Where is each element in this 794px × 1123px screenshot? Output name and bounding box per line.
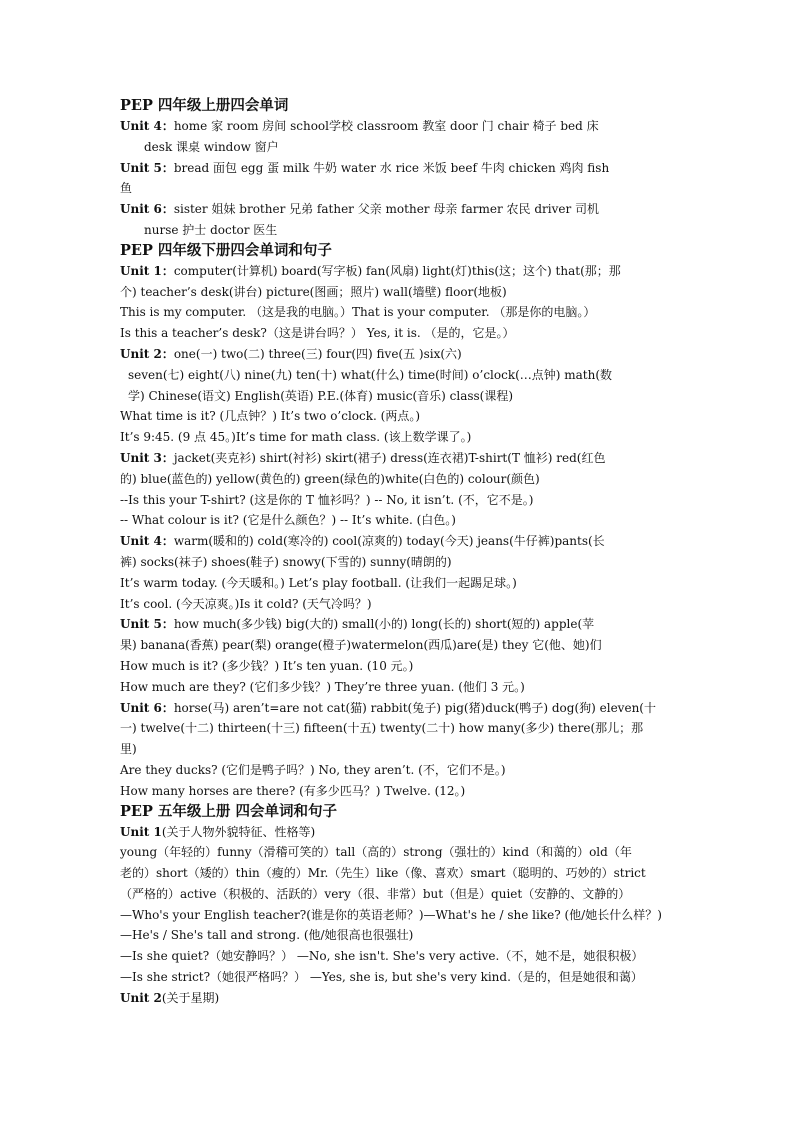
sentence-line: --Is this your T-shirt? (这是你的 T 恤衫吗？) -- No, it isn’t. (不，它不是。) (120, 492, 534, 507)
vocab-line: Unit 4：home 家 room 房间 school学校 classroom 教室 door 门 chair 椅子 bed 床 (120, 119, 599, 133)
vocab-line: 个) teacher’s desk(讲台) picture(图画；照片) wall(墙壁) floor(地板) (120, 284, 507, 299)
sentence-line: —He's / She's tall and strong. (他/她很高也很强壮) (120, 928, 414, 943)
sentence-line: It’s warm today. (今天暖和。) Let’s play football. (让我们一起踢足球。) (120, 575, 517, 590)
document-page (120, 96, 680, 1009)
section-title: PEP 四年级下册四会单词和句子 (120, 241, 332, 259)
vocab-line: Unit 1：computer(计算机) board(写字板) fan(风扇) light(灯)this(这；这个) that(那；那 (120, 263, 621, 278)
unit-heading: Unit 1(关于人物外貌特征、性格等) (120, 824, 316, 839)
sentence-line: It’s cool. (今天凉爽。)Is it cold? (天气冷吗？) (120, 596, 372, 611)
vocab-line: 里) (120, 742, 137, 757)
sentence-line: —Is she strict?（她很严格吗？） —Yes, she is, but she's very kind.（是的，但是她很和蔼） (120, 970, 643, 985)
vocab-line: Unit 5：how much(多少钱) big(大的) small(小的) long(长的) short(短的) apple(苹 (120, 617, 595, 632)
section-grade5-vol1 (120, 802, 680, 1009)
unit-heading: Unit 2(关于星期) (120, 990, 220, 1005)
vocab-line: 裤) socks(袜子) shoes(鞋子) snowy(下雪的) sunny(晴朗的) (120, 554, 452, 569)
vocab-line: Unit 2：one(一) two(二) three(三) four(四) five(五 )six(六) (120, 346, 462, 361)
section-title: PEP 四年级上册四会单词 (120, 97, 289, 114)
vocab-line: Unit 6：horse(马) aren’t=are not cat(猫) rabbit(兔子) pig(猪)duck(鸭子) dog(狗) eleven(十 (120, 700, 656, 715)
vocab-line: 学) Chinese(语文) English(英语) P.E.(体育) music(音乐) class(课程) (128, 388, 514, 403)
vocab-line: 果) banana(香蕉) pear(梨) orange(橙子)watermelon(西瓜)are(是) they 它(他、她)们 (120, 638, 602, 653)
vocab-line: nurse 护士 doctor 医生 (144, 222, 278, 237)
vocab-line: Unit 4：warm(暖和的) cold(寒冷的) cool(凉爽的) today(今天) jeans(牛仔裤)pants(长 (120, 534, 605, 549)
vocab-line: 的) blue(蓝色的) yellow(黄色的) green(绿色的)white(白色的) colour(颜色) (120, 471, 540, 486)
vocab-line: Unit 3：jacket(夹克衫) shirt(衬衫) skirt(裙子) dress(连衣裙)T-shirt(T 恤衫) red(红色 (120, 450, 606, 465)
sentence-line: What time is it? (几点钟？) It’s two o’clock. (两点。) (120, 409, 420, 424)
vocab-line: 老的）short（矮的）thin（瘦的）Mr.（先生）like（像、喜欢）smart（聪明的、巧妙的）strict (120, 866, 646, 881)
section-grade4-vol2 (120, 241, 680, 802)
sentence-line: -- What colour is it? (它是什么颜色？) -- It’s white. (白色。) (120, 513, 456, 528)
sentence-line: It’s 9:45. (9 点 45。)It’s time for math class. (该上数学课了。) (120, 430, 472, 445)
vocab-line: seven(七) eight(八) nine(九) ten(十) what(什么) time(时间) o’clock(…点钟) math(数 (128, 367, 613, 382)
vocab-line: （严格的）active（积极的、活跃的）very（很、非常）but（但是）quiet（安静的、文静的） (120, 886, 631, 901)
section-grade4-vol1 (120, 96, 680, 241)
vocab-line: Unit 5：bread 面包 egg 蛋 milk 牛奶 water 水 rice 米饭 beef 牛肉 chicken 鸡肉 fish (120, 160, 610, 175)
sentence-line: How much are they? (它们多少钱？) They’re three yuan. (他们 3 元。) (120, 679, 525, 694)
sentence-line: Is this a teacher’s desk?（这是讲台吗？） Yes, it is. （是的，它是。） (120, 326, 515, 341)
sentence-line: Are they ducks? (它们是鸭子吗？) No, they aren’t. (不，它们不是。) (120, 762, 506, 777)
vocab-line: desk 课桌 window 窗户 (144, 139, 279, 154)
sentence-line: —Who's your English teacher?(谁是你的英语老师？)—What's he / she like? (他/她长什么样？) (120, 907, 662, 922)
vocab-line: 一) twelve(十二) thirteen(十三) fifteen(十五) twenty(二十) how many(多少) there(那儿；那 (120, 721, 644, 736)
section-title: PEP 五年级上册 四会单词和句子 (120, 802, 337, 820)
sentence-line: How much is it? (多少钱？) It’s ten yuan. (10 元。) (120, 658, 414, 673)
vocab-line: young（年轻的）funny（滑稽可笑的）tall（高的）strong（强壮的）kind（和蔼的）old（年 (120, 845, 632, 860)
vocab-line: 鱼 (120, 181, 133, 196)
vocab-line: Unit 6：sister 姐妹 brother 兄弟 father 父亲 mother 母亲 farmer 农民 driver 司机 (120, 202, 600, 217)
sentence-line: —Is she quiet?（她安静吗？） —No, she isn't. She's very active.（不，她不是，她很积极） (120, 949, 644, 964)
sentence-line: This is my computer. （这是我的电脑。）That is your computer. （那是你的电脑。） (120, 305, 596, 320)
sentence-line: How many horses are there? (有多少匹马？) Twelve. (12。) (120, 783, 466, 798)
